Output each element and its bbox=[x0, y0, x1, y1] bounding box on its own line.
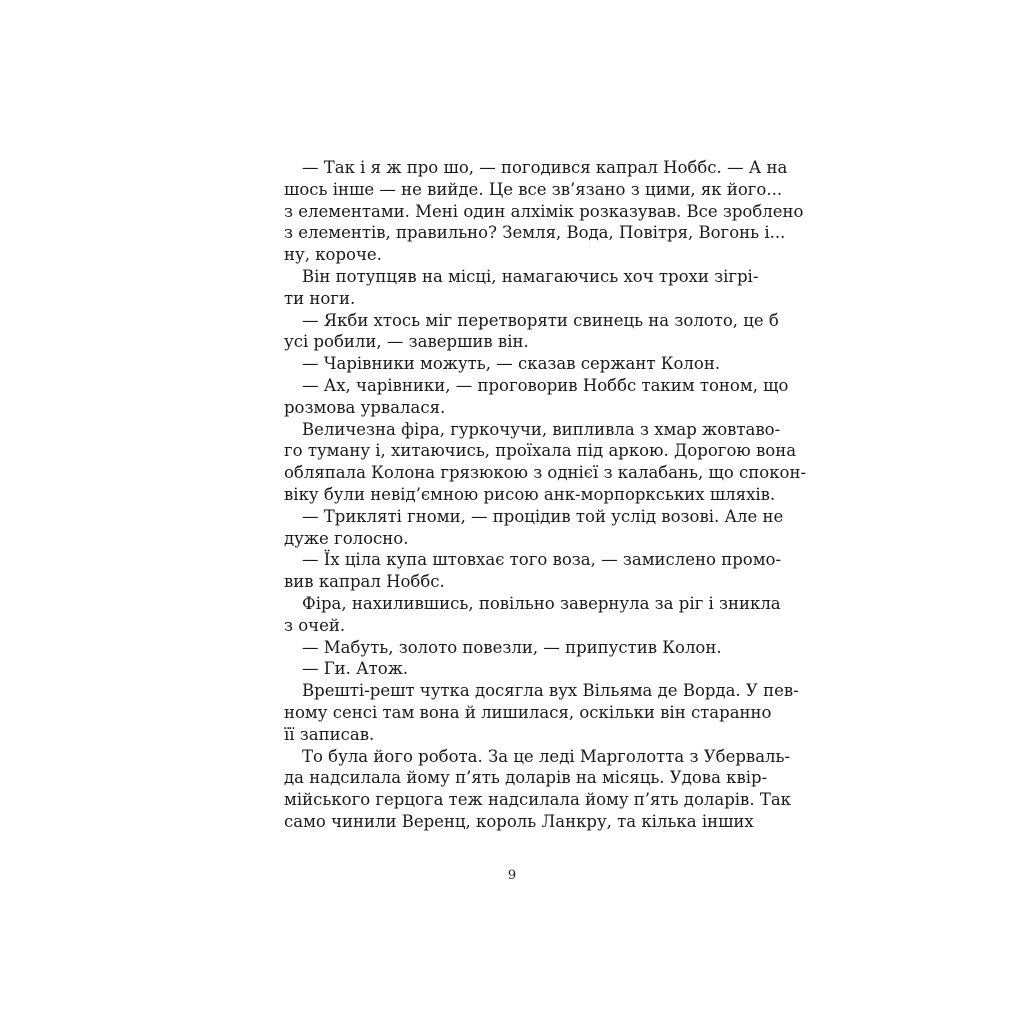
text-line: шось інше — не вийде. Це все зв’язано з цими, як його... bbox=[284, 179, 783, 199]
text-line: ну, короче. bbox=[284, 245, 382, 265]
text-line: усі робили, — завершив він. bbox=[284, 332, 529, 352]
text-line: з елементів, правильно? Земля, Вода, Повітря, Вогонь і... bbox=[284, 223, 786, 243]
text-line: — Мабуть, золото повезли, — припустив Колон. bbox=[302, 637, 722, 657]
text-line: з елементами. Мені один алхімік розказував. Все зроблено bbox=[284, 201, 804, 221]
text-line: — Якби хтось міг перетворяти свинець на золото, це б bbox=[302, 310, 779, 330]
text-line: — Чарівники можуть, — сказав сержант Колон. bbox=[302, 354, 721, 374]
text-line: — Так і я ж про шо, — погодився капрал Ноббс. — А на bbox=[302, 158, 788, 177]
text-line: — Триклятi гноми, — процідив той услід возові. Але не bbox=[302, 506, 784, 526]
text-line: го туману і, хитаючись, проїхала під аркою. Дорогою вона bbox=[284, 441, 797, 461]
text-line: Величезна фіра, гуркочучи, випливла з хмар жовтаво- bbox=[302, 419, 781, 439]
text-line: з очей. bbox=[284, 615, 346, 635]
text-line: ному сенсі там вона й лишилася, оскільки він старанно bbox=[284, 702, 772, 722]
text-line: віку були невід’ємною рисою анк-морпоркських шляхів. bbox=[284, 484, 776, 504]
text-line: — Ах, чарівники, — проговорив Ноббс таким тоном, що bbox=[302, 375, 789, 395]
text-line: мійського герцога теж надсилала йому п’ять доларів. Так bbox=[284, 790, 791, 810]
text-line: ти ноги. bbox=[284, 288, 356, 308]
text-line: вив капрал Ноббс. bbox=[284, 572, 445, 592]
text-line: — Їх ціла купа штовхає того воза, — замислено промо- bbox=[302, 550, 782, 570]
text-line: її записав. bbox=[284, 724, 375, 744]
text-line: Фіра, нахилившись, повільно завернула за ріг і зникла bbox=[302, 593, 781, 613]
text-line: Він потупцяв на місці, намагаючись хоч трохи зігрі- bbox=[302, 266, 759, 286]
text-line: розмова урвалася. bbox=[284, 397, 446, 417]
text-line: да надсилала йому п’ять доларів на місяць. Удова квір- bbox=[284, 768, 768, 788]
text-line: само чинили Веренц, король Ланкру, та кілька інших bbox=[284, 811, 754, 831]
page-number: 9 bbox=[507, 868, 517, 883]
text-line: — Ги. Атож. bbox=[302, 659, 409, 679]
text-line: дуже голосно. bbox=[284, 528, 409, 548]
text-line: Врешті-решт чутка досягла вух Вільяма де Ворда. У пев- bbox=[302, 681, 799, 701]
text-line: обляпала Колона грязюкою з однієї з калабань, що спокон- bbox=[284, 463, 807, 483]
body-text bbox=[284, 157, 807, 833]
text-line: То була його робота. За це леді Марголотта з Уберваль- bbox=[302, 746, 791, 766]
